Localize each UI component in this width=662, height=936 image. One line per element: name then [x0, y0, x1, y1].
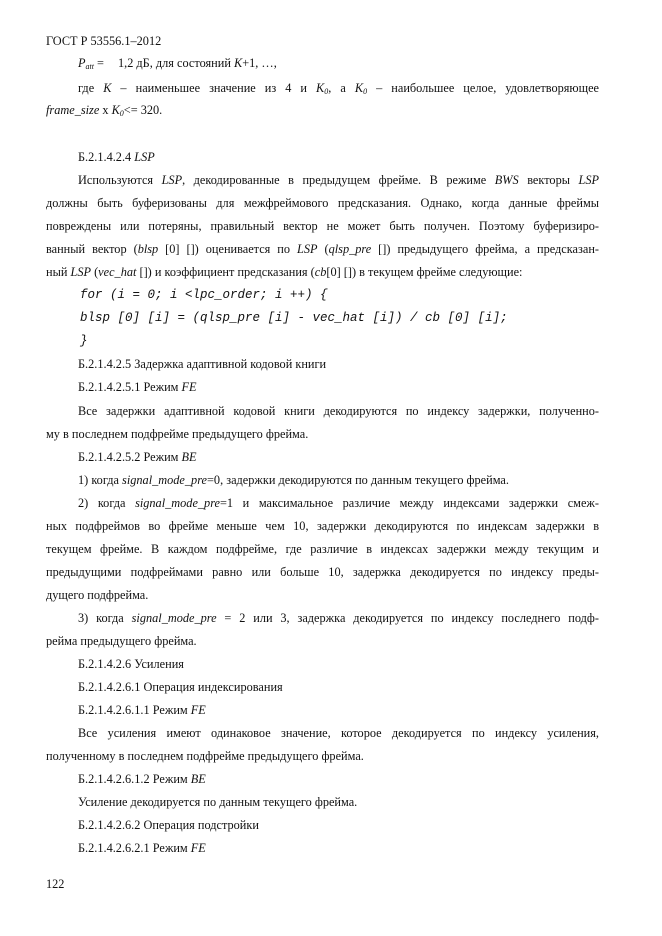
section-heading-indexing: Б.2.1.4.2.6.1 Операция индексирования: [78, 680, 283, 694]
list-item-2-line-1: 2) когда signal_mode_pre=1 и максимальное различие между индексами задержки смеж-: [78, 496, 599, 510]
section-heading-indexing-be: Б.2.1.4.2.6.1.2 Режим BE: [78, 772, 206, 786]
section-heading-indexing-fe: Б.2.1.4.2.6.1.1 Режим FE: [78, 703, 206, 717]
intro-line-3: frame_size x $K_0<= 320$.: [46, 103, 163, 118]
paragraph-lsp-line-3: повреждены или потеряны, правильный вектор не может быть получен. Поэтому буферизиро-: [46, 219, 599, 233]
code-line-2: blsp [0] [i] = (qlsp_pre [i] - vec_hat [i]) / cb [0] [i];: [80, 311, 508, 325]
list-item-2-line-5: дущего подфрейма.: [46, 588, 149, 602]
code-line-3: }: [80, 334, 88, 348]
section-heading-delay: Б.2.1.4.2.5 Задержка адаптивной кодовой книги: [78, 357, 327, 371]
page-number: 122: [46, 877, 65, 891]
paragraph-lsp-line-5: ный LSP (vec_hat []) и коэффициент предсказания (cb[0] []) в текущем фрейме следующие:: [46, 265, 523, 279]
section-heading-gains: Б.2.1.4.2.6 Усиления: [78, 657, 184, 671]
intro-line-2: где K – наименьшее значение из 4 и $K_0$, а $K_0$ – наибольшее целое, удовлетворяющее: [78, 81, 599, 96]
p-subscript: att: [85, 62, 94, 71]
k-symbol: K: [234, 56, 243, 70]
paragraph-lsp-line-1: Используются LSP, декодированные в предыдущем фрейме. В режиме BWS векторы LSP: [78, 173, 599, 187]
list-item-3-line-1: 3) когда signal_mode_pre = 2 или 3, задержка декодируется по индексу последнего подф-: [78, 611, 599, 625]
list-item-2-line-4: предыдущими подфреймами равно или больше 10, задержка декодируется по индексу преды-: [46, 565, 599, 579]
p-symbol: P: [78, 56, 86, 70]
paragraph-delay-fe-line-1: Все задержки адаптивной кодовой книги декодируются по индексу задержки, полученно-: [78, 404, 599, 418]
paragraph-gains-line-1: Все усиления имеют одинаковое значение, которое декодируется по индексу усиления,: [78, 726, 599, 740]
section-heading-adjust-fe: Б.2.1.4.2.6.2.1 Режим FE: [78, 841, 206, 855]
list-item-3-line-2: рейма предыдущего фрейма.: [46, 634, 197, 648]
paragraph-lsp-line-4: ванный вектор (blsp [0] []) оценивается по LSP (qlsp_pre []) предыдущего фрейма, а предсказан-: [46, 242, 599, 256]
paragraph-gain-be: Усиление декодируется по данным текущего фрейма.: [78, 795, 358, 809]
p-att-line: [78, 55, 277, 71]
section-heading-delay-be: Б.2.1.4.2.5.2 Режим BE: [78, 450, 197, 464]
section-heading-lsp: Б.2.1.4.2.4 LSP: [78, 150, 155, 164]
paragraph-gains-line-2: полученному в последнем подфрейме предыдущего фрейма.: [46, 749, 364, 763]
paragraph-lsp-line-2: должны быть буферизованы для межфреймового предсказания. Однако, когда данные фреймы: [46, 196, 599, 210]
list-item-1: 1) когда signal_mode_pre=0, задержки декодируются по данным текущего фрейма.: [78, 473, 509, 487]
section-heading-adjust: Б.2.1.4.2.6.2 Операция подстройки: [78, 818, 259, 832]
list-item-2-line-3: текущем фрейме. В каждом подфрейме, где различие в индексах задержки между текущим и: [46, 542, 599, 556]
p-eq: =: [93, 56, 104, 70]
p-rest: +1, …,: [242, 56, 277, 70]
standard-header: ГОСТ Р 53556.1–2012: [46, 34, 162, 48]
section-heading-delay-fe: Б.2.1.4.2.5.1 Режим FE: [78, 380, 197, 394]
p-value: 1,2 дБ, для состояний: [117, 56, 234, 70]
paragraph-delay-fe-line-2: му в последнем подфрейме предыдущего фрейма.: [46, 427, 309, 441]
list-item-2-line-2: ных подфреймов во фрейме меньше чем 10, задержки декодируются по индексам задержки в: [46, 519, 599, 533]
code-line-1: for (i = 0; i <lpc_order; i ++) {: [80, 288, 328, 302]
